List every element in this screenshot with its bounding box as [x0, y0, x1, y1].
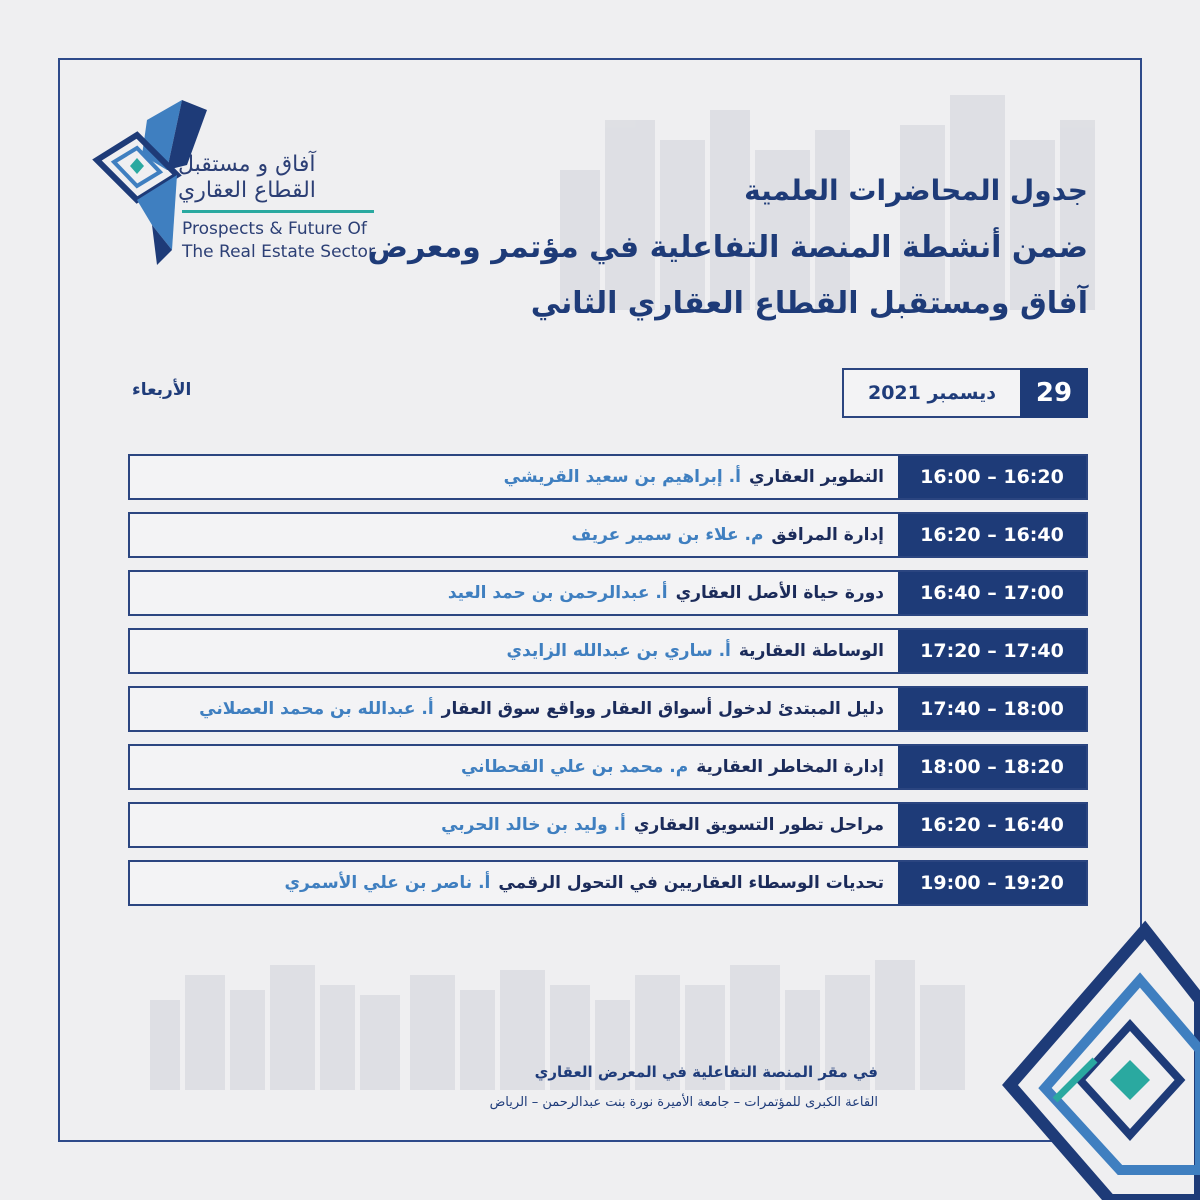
title-line3: آفاق ومستقبل القطاع العقاري الثاني	[530, 286, 1088, 321]
schedule-topic: إدارة المخاطر العقارية	[696, 757, 884, 777]
schedule-topic: التطوير العقاري	[748, 467, 884, 487]
schedule-speaker: أ. عبدالرحمن بن حمد العيد	[447, 583, 668, 603]
schedule-speaker: أ. ساري بن عبدالله الزايدي	[506, 641, 731, 661]
schedule-speaker: م. علاء بن سمير عريف	[571, 525, 764, 545]
schedule-time: 17:20 – 17:40	[898, 630, 1086, 672]
schedule-row	[128, 628, 1088, 674]
logo-arabic-line2: القطاع العقاري	[178, 178, 316, 203]
schedule-speaker: أ. ناصر بن علي الأسمري	[284, 873, 491, 893]
schedule-topic: مراحل تطور التسويق العقاري	[633, 815, 884, 835]
logo-divider	[182, 210, 374, 213]
schedule-row	[128, 744, 1088, 790]
venue-line1: في مقر المنصة التفاعلية في المعرض العقاري	[534, 1063, 878, 1081]
schedule-time: 16:20 – 16:40	[898, 804, 1086, 846]
logo-arabic-line1: آفاق و مستقبل	[178, 152, 316, 177]
title-line1: جدول المحاضرات العلمية	[744, 174, 1088, 207]
logo-english-line1: Prospects & Future Of	[182, 219, 367, 239]
schedule-time: 18:00 – 18:20	[898, 746, 1086, 788]
logo-english-line2: The Real Estate Sector	[182, 242, 375, 262]
schedule-topic: إدارة المرافق	[771, 525, 884, 545]
date-day-number: 29	[1020, 368, 1088, 418]
schedule-row	[128, 512, 1088, 558]
schedule-time: 16:40 – 17:00	[898, 572, 1086, 614]
schedule-topic: دورة حياة الأصل العقاري	[675, 583, 884, 603]
corner-emblem-icon	[1000, 910, 1200, 1200]
schedule-row	[128, 454, 1088, 500]
schedule-time: 16:20 – 16:40	[898, 514, 1086, 556]
schedule-topic: تحديات الوسطاء العقاريين في التحول الرقمي	[498, 873, 884, 893]
schedule-row	[128, 686, 1088, 732]
schedule-time: 17:40 – 18:00	[898, 688, 1086, 730]
schedule-speaker: م. محمد بن علي القحطاني	[460, 757, 689, 777]
schedule-speaker: أ. إبراهيم بن سعيد القريشي	[503, 467, 741, 487]
schedule-time: 19:00 – 19:20	[898, 862, 1086, 904]
schedule-topic: دليل المبتدئ لدخول أسواق العقار وواقع سوق العقار	[441, 699, 884, 719]
date-weekday: الأربعاء	[132, 380, 192, 400]
schedule-row	[128, 802, 1088, 848]
schedule-speaker: أ. وليد بن خالد الحربي	[441, 815, 626, 835]
title-line2: ضمن أنشطة المنصة التفاعلية في مؤتمر ومعرض	[367, 230, 1088, 265]
schedule-row	[128, 860, 1088, 906]
schedule-speaker: أ. عبدالله بن محمد العصلاني	[199, 699, 434, 719]
schedule-row	[128, 570, 1088, 616]
schedule-topic: الوساطة العقارية	[738, 641, 884, 661]
schedule-time: 16:00 – 16:20	[898, 456, 1086, 498]
date-month-year: ديسمبر 2021	[842, 368, 1022, 418]
venue-line2: القاعة الكبرى للمؤتمرات – جامعة الأميرة نورة بنت عبدالرحمن – الرياض	[489, 1095, 878, 1110]
